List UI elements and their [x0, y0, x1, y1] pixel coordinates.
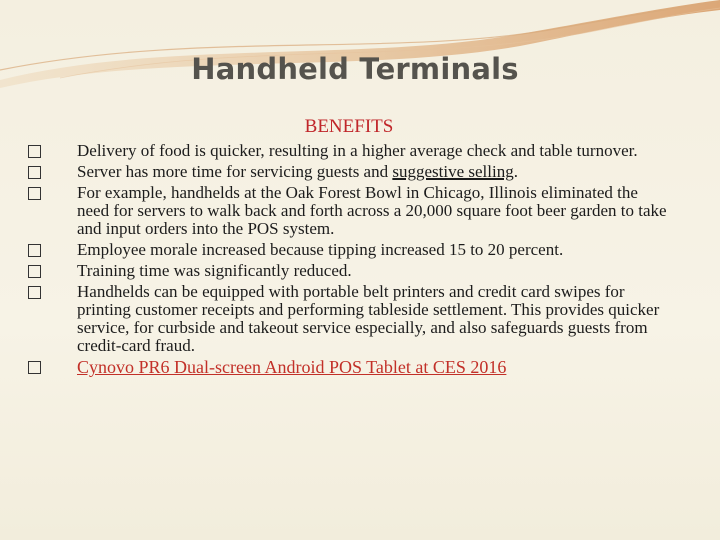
- list-item: [28, 163, 668, 181]
- checkbox-square-icon: [28, 361, 41, 374]
- bullet-text: Handhelds can be equipped with portable belt printers and credit card swipes for printing customer receipts and performing tableside settlement. This provides quicker service, for curbside and takeout service especially, and also safeguards guests from credit-card fraud.: [77, 282, 660, 355]
- bullet-text: Training time was significantly reduced.: [77, 261, 352, 280]
- checkbox-square-icon: [28, 265, 41, 278]
- list-item: [28, 184, 668, 238]
- benefits-list: [28, 142, 668, 380]
- checkbox-square-icon: [28, 244, 41, 257]
- bullet-text-end: .: [513, 162, 518, 181]
- slide-title: Handheld Terminals: [191, 52, 519, 86]
- underlined-term: suggestive selling: [392, 162, 514, 181]
- bullet-text: Server has more time for servicing guests and: [77, 162, 393, 181]
- list-item: [28, 142, 668, 160]
- list-item: [28, 283, 668, 355]
- list-item: [28, 241, 668, 259]
- checkbox-square-icon: [28, 166, 41, 179]
- list-item: [28, 358, 668, 377]
- bullet-text: For example, handhelds at the Oak Forest Bowl in Chicago, Illinois eliminated the need for servers to walk back and forth across a 20,000 square foot beer garden to take and input orders into the POS system.: [77, 183, 667, 238]
- video-link[interactable]: Cynovo PR6 Dual-screen Android POS Tablet at CES 2016: [77, 357, 507, 377]
- checkbox-square-icon: [28, 286, 41, 299]
- checkbox-square-icon: [28, 187, 41, 200]
- bullet-text: Delivery of food is quicker, resulting in a higher average check and table turnover.: [77, 141, 638, 160]
- checkbox-square-icon: [28, 145, 41, 158]
- list-item: [28, 262, 668, 280]
- bullet-text: Employee morale increased because tipping increased 15 to 20 percent.: [77, 240, 564, 259]
- slide-subtitle: BENEFITS: [304, 116, 394, 137]
